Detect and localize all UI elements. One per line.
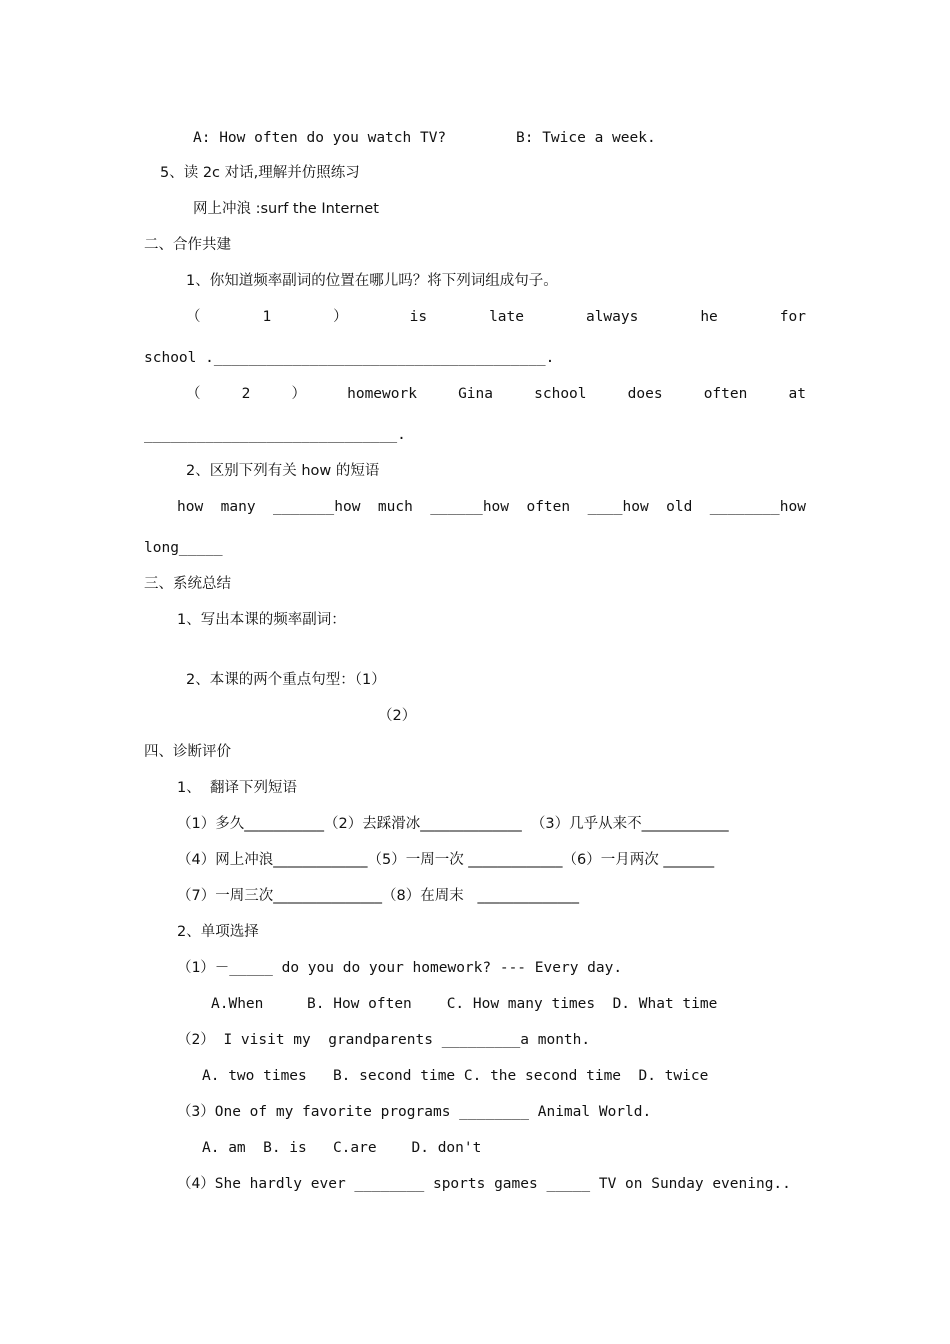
- section-heading-4: 四、诊断评价: [144, 744, 231, 760]
- question-how-phrases: 2、区别下列有关 how 的短语: [186, 463, 380, 479]
- choice-heading: 2、单项选择: [177, 924, 259, 940]
- vocab-surf: 网上冲浪 :surf the Internet: [193, 201, 379, 217]
- how-phrase[interactable]: how often ____how old ________: [482, 499, 780, 515]
- sentence-words-1: [186, 307, 806, 327]
- word: （: [186, 386, 201, 402]
- dialog-line: A: How often do you watch TV? B: Twice a week.: [193, 130, 656, 146]
- key-sentence-2: （2）: [378, 708, 417, 724]
- question-adverb-position: 1、你知道频率副词的位置在哪儿吗？将下列词组成句子。: [186, 273, 558, 289]
- word: for: [779, 309, 806, 325]
- section-heading-3: 三、系统总结: [144, 576, 231, 592]
- choice-q1-options[interactable]: A.When B. How often C. How many times D. What time: [211, 996, 718, 1012]
- how-phrase[interactable]: how much ______: [334, 499, 483, 515]
- sentence-blank-2[interactable]: _____________________________.: [144, 427, 406, 443]
- translate-heading: 1、 翻译下列短语: [177, 780, 297, 796]
- word: at: [788, 386, 806, 402]
- word: school: [534, 386, 587, 402]
- choice-q2: （2） I visit my grandparents _________a month.: [177, 1032, 591, 1048]
- how-phrase[interactable]: how many _______: [177, 499, 335, 515]
- choice-q2-options[interactable]: A. two times B. second time C. the second time D. twice: [202, 1068, 709, 1084]
- question-key-sentences: 2、本课的两个重点句型：（1）: [186, 672, 386, 688]
- word: late: [489, 309, 524, 325]
- sentence-blank-1[interactable]: school .______________________________________.: [144, 350, 555, 366]
- question-write-adverbs: 1、写出本课的频率副词：: [177, 612, 346, 628]
- choice-q4: （4）She hardly ever ________ sports games _____ TV on Sunday evening..: [177, 1176, 791, 1192]
- instruction-2c: 5、读 2c 对话,理解并仿照练习: [160, 165, 360, 181]
- word: 1: [262, 309, 272, 325]
- sentence-words-2: [186, 384, 806, 404]
- word: （: [186, 309, 201, 325]
- word: does: [627, 386, 663, 402]
- word: often: [703, 386, 748, 402]
- how-phrase: how: [779, 499, 806, 515]
- word: is: [409, 309, 428, 325]
- choice-q3-options[interactable]: A. am B. is C.are D. don't: [202, 1140, 482, 1156]
- word: ）: [291, 386, 306, 402]
- word: 2: [241, 386, 251, 402]
- choice-q1: （1）－_____ do you do your homework? --- Every day.: [177, 960, 623, 976]
- choice-q3: （3）One of my favorite programs ________ Animal World.: [177, 1104, 652, 1120]
- word: homework: [347, 386, 417, 402]
- word: always: [585, 309, 639, 325]
- word: Gina: [458, 386, 493, 402]
- word: he: [700, 309, 718, 325]
- translate-row-3[interactable]: （7）一周三次_______________（8）在周末 ______________: [177, 888, 580, 904]
- how-phrases-row: [177, 497, 806, 517]
- word: ）: [333, 309, 348, 325]
- translate-row-2[interactable]: （4）网上冲浪_____________（5）一周一次 _____________（6）一月两次 _______: [177, 852, 715, 868]
- how-phrase-long[interactable]: long_____: [144, 540, 223, 556]
- translate-row-1[interactable]: （1）多久___________（2）去踩滑冰______________ （3）几乎从来不____________: [177, 816, 729, 832]
- section-heading-2: 二、合作共建: [144, 237, 231, 253]
